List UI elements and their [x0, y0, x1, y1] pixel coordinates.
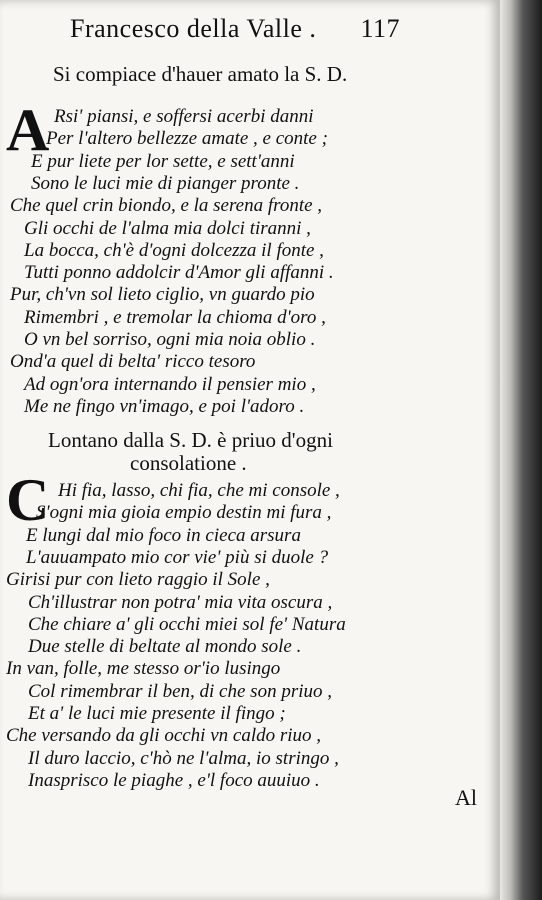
verse-line: E pur liete per lor sette, e sett'anni [31, 150, 295, 172]
verse-line: Hi fia, lasso, chi fia, che mi console , [58, 480, 340, 501]
catchword: Al [455, 785, 477, 810]
verse-line: Inasprisco le piaghe , e'l foco auuiuo . [28, 769, 320, 791]
verse-line: Girisi pur con lieto raggio il Sole , [6, 569, 270, 591]
running-head-author: Francesco della Valle . [70, 14, 317, 43]
verse-line: Ad ogn'ora internando il pensier mio , [24, 373, 316, 395]
verse-line: Me ne fingo vn'imago, e poi l'adoro . [24, 395, 305, 417]
verse-line: L'auuampato mio cor vie' più si duole ? [26, 546, 329, 568]
verse-line: Che quel crin biondo, e la serena fronte , [10, 195, 323, 217]
verse-line: O vn bel sorriso, ogni mia noia oblio . [24, 329, 316, 350]
verse-line: Il duro laccio, c'hò ne l'alma, io stringo , [28, 747, 339, 769]
verse-line: S'ogni mia gioia empio destin mi fura , [36, 502, 332, 524]
verse-line: Tutti ponno addolcir d'Amor gli affanni . [24, 262, 334, 284]
page-number: 117 [360, 14, 400, 43]
running-head [70, 14, 400, 44]
verse-line: La bocca, ch'è d'ogni dolcezza il fonte , [24, 239, 324, 261]
poem-2-dropcap: C [6, 467, 50, 533]
verse-line: Gli occhi de l'alma mia dolci tiranni , [24, 217, 311, 239]
verse-line: Per l'altero bellezze amate , e conte ; [46, 128, 328, 150]
verse-line: Che chiare a' gli occhi miei sol fe' Natura [28, 613, 346, 635]
verse-line: Col rimembrar il ben, di che son priuo , [28, 680, 332, 702]
verse-line: E lungi dal mio foco in cieca arsura [26, 524, 301, 546]
poem-1-dropcap: A [6, 97, 50, 163]
verse-line: Che versando da gli occhi vn caldo riuo , [6, 725, 322, 747]
verse-line: Sono le luci mie di pianger pronte . [31, 172, 300, 194]
page-edge [500, 0, 542, 900]
verse-line: Rsi' piansi, e soffersi acerbi danni [54, 106, 314, 127]
poem-2-title-line-2: consolatione . [130, 451, 247, 475]
verse-line: Pur, ch'vn sol lieto ciglio, vn guardo pio [10, 284, 315, 306]
poem-2-title-line-1: Lontano dalla S. D. è priuo d'ogni [48, 428, 333, 452]
verse-line: Rimembri , e tremolar la chioma d'oro , [24, 306, 326, 328]
verse-line: Ond'a quel di belta' ricco tesoro [10, 351, 256, 373]
verse-line: Ch'illustrar non potra' mia vita oscura , [28, 591, 333, 613]
verse-line: Due stelle di beltate al mondo sole . [28, 636, 302, 658]
poem-1-title: Si compiace d'hauer amato la S. D. [53, 62, 348, 86]
verse-line: In van, folle, me stesso or'io lusingo [6, 658, 281, 680]
verse-line: Et a' le luci mie presente il fingo ; [28, 703, 286, 724]
